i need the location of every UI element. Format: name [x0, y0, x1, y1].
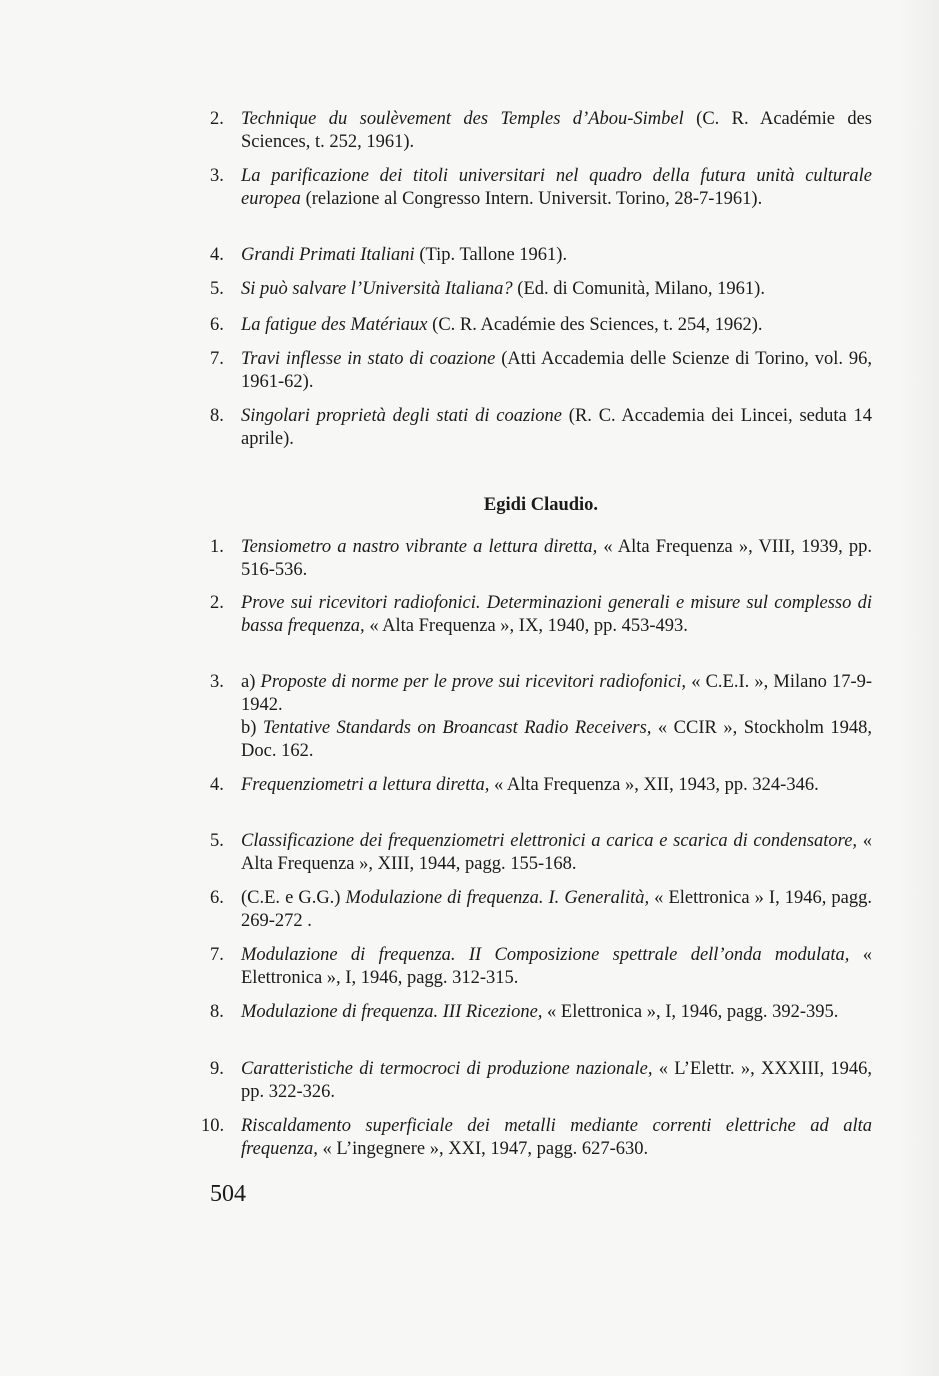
entry-text [241, 348, 872, 394]
entry-number: 7. [210, 349, 224, 369]
entry-title: Frequenziometri a lettura diretta, [241, 775, 490, 795]
list-item [210, 1058, 872, 1104]
entry-title: Singolari proprietà degli stati di coazione [241, 406, 562, 426]
entry-text [241, 592, 872, 638]
list-item [201, 1115, 872, 1161]
list-item [210, 830, 872, 876]
entry-text [241, 244, 872, 267]
list-item [210, 348, 872, 394]
list-item [210, 1001, 872, 1024]
page-number: 504 [210, 1181, 246, 1207]
entry-details: « CCIR », Stockholm 1948, Doc. 162. [241, 718, 872, 761]
entry-title: Classificazione dei frequenziometri elettronici a carica e scarica di condensatore, [241, 831, 858, 851]
entry-number: 2. [210, 109, 224, 129]
list-item [210, 944, 872, 990]
entry-text [241, 774, 872, 797]
entry-title: Tentative Standards on Broancast Radio Receivers, [262, 718, 652, 738]
entry-prefix: a) [241, 672, 261, 692]
entry-number: 2. [210, 593, 224, 613]
entry-details: (relazione al Congresso Intern. Universit. Torino, 28-7-1961). [300, 189, 763, 209]
entry-text [241, 405, 872, 451]
entry-title: Riscaldamento superficiale dei metalli mediante correnti elettriche ad alta frequenza, [241, 1116, 872, 1159]
entry-details: (C. R. Académie des Sciences, t. 254, 1962). [427, 315, 763, 335]
entry-details: « Elettronica », I, 1946, pagg. 392-395. [542, 1002, 839, 1022]
list-item [210, 278, 872, 301]
list-item [210, 592, 872, 638]
entry-title: Travi inflesse in stato di coazione [241, 349, 496, 369]
entry-number: 8. [210, 406, 224, 426]
entry-text [241, 278, 872, 301]
entry-number: 8. [210, 1002, 224, 1022]
entry-title: Prove sui ricevitori radiofonici. Determinazioni generali e misure sul complesso di bassa frequenza, [241, 593, 872, 636]
entry-text [241, 717, 872, 763]
entry-details: « Alta Frequenza », IX, 1940, pp. 453-493. [364, 616, 688, 636]
entry-details: « Alta Frequenza », XII, 1943, pp. 324-346. [489, 775, 819, 795]
entry-text [241, 1001, 872, 1024]
entry-title: Grandi Primati Italiani [241, 245, 415, 265]
entry-details: (Ed. di Comunità, Milano, 1961). [512, 279, 765, 299]
entry-title: Si può salvare l’Università Italiana? [241, 279, 513, 299]
entry-number: 4. [210, 245, 224, 265]
entry-details: (R. C. Accademia dei Lincei, seduta 14 aprile). [241, 406, 872, 449]
entry-text [241, 1058, 872, 1104]
entry-prefix: (C.E. e G.G.) [241, 888, 346, 908]
list-item [210, 774, 872, 797]
list-item [210, 717, 872, 763]
entry-text [241, 1115, 872, 1161]
entry-title: Tensiometro a nastro vibrante a lettura diretta, [241, 537, 598, 557]
entry-text [241, 536, 872, 582]
entry-text [241, 944, 872, 990]
entry-title: La parificazione dei titoli universitari nel quadro della futura unità culturale europea [241, 166, 872, 209]
entry-details: « Alta Frequenza », XIII, 1944, pagg. 155-168. [241, 831, 872, 874]
list-item [210, 314, 872, 337]
entry-details: « Elettronica » I, 1946, pagg. 269-272 . [241, 888, 872, 931]
entry-title: Modulazione di frequenza. I. Generalità, [345, 888, 650, 908]
entry-text [241, 830, 872, 876]
entry-title: Caratteristiche di termocroci di produzione nazionale, [241, 1059, 653, 1079]
entry-details: « L’ingegnere », XXI, 1947, pagg. 627-630. [317, 1139, 649, 1159]
entry-number: 6. [210, 315, 224, 335]
entry-number: 6. [210, 888, 224, 908]
list-item [210, 405, 872, 451]
entry-details: « L’Elettr. », XXXIII, 1946, pp. 322-326. [241, 1059, 872, 1102]
list-item [210, 536, 872, 582]
entry-text [241, 671, 872, 717]
entry-details: (C. R. Académie des Sciences, t. 252, 1961). [241, 109, 872, 152]
entry-number: 4. [210, 775, 224, 795]
list-item [210, 887, 872, 933]
entry-text [241, 314, 872, 337]
list-item [210, 244, 872, 267]
list-item [210, 165, 872, 211]
entry-title: Technique du soulèvement des Temples d’Abou-Simbel [241, 109, 684, 129]
entry-text [241, 887, 872, 933]
entry-text [241, 108, 872, 154]
entry-title: Modulazione di frequenza. III Ricezione, [241, 1002, 543, 1022]
entry-details: « Elettronica », I, 1946, pagg. 312-315. [241, 945, 873, 988]
entry-title: Proposte di norme per le prove sui ricevitori radiofonici, [260, 672, 687, 692]
entry-title: La fatigue des Matériaux [241, 315, 428, 335]
entry-number: 3. [210, 672, 224, 692]
entry-number: 1. [210, 537, 224, 557]
entry-prefix: b) [241, 718, 263, 738]
entry-text [241, 165, 872, 211]
author-heading: Egidi Claudio. [483, 495, 599, 515]
entry-number: 9. [210, 1059, 224, 1079]
entry-title: Modulazione di frequenza. II Composizione spettrale dell’onda modulata, [241, 945, 850, 965]
entry-number: 5. [210, 279, 224, 299]
list-item [210, 108, 872, 154]
entry-details: « C.E.I. », Milano 17-9-1942. [241, 672, 873, 715]
entry-number: 3. [210, 166, 224, 186]
entry-details: (Tip. Tallone 1961). [414, 245, 568, 265]
entry-details: « Alta Frequenza », VIII, 1939, pp. 516-536. [241, 537, 873, 580]
list-item [210, 671, 872, 717]
entry-number: 5. [210, 831, 224, 851]
entry-number: 7. [210, 945, 224, 965]
entry-details: (Atti Accademia delle Scienze di Torino, vol. 96, 1961-62). [241, 349, 872, 392]
entry-number: 10. [201, 1116, 225, 1136]
